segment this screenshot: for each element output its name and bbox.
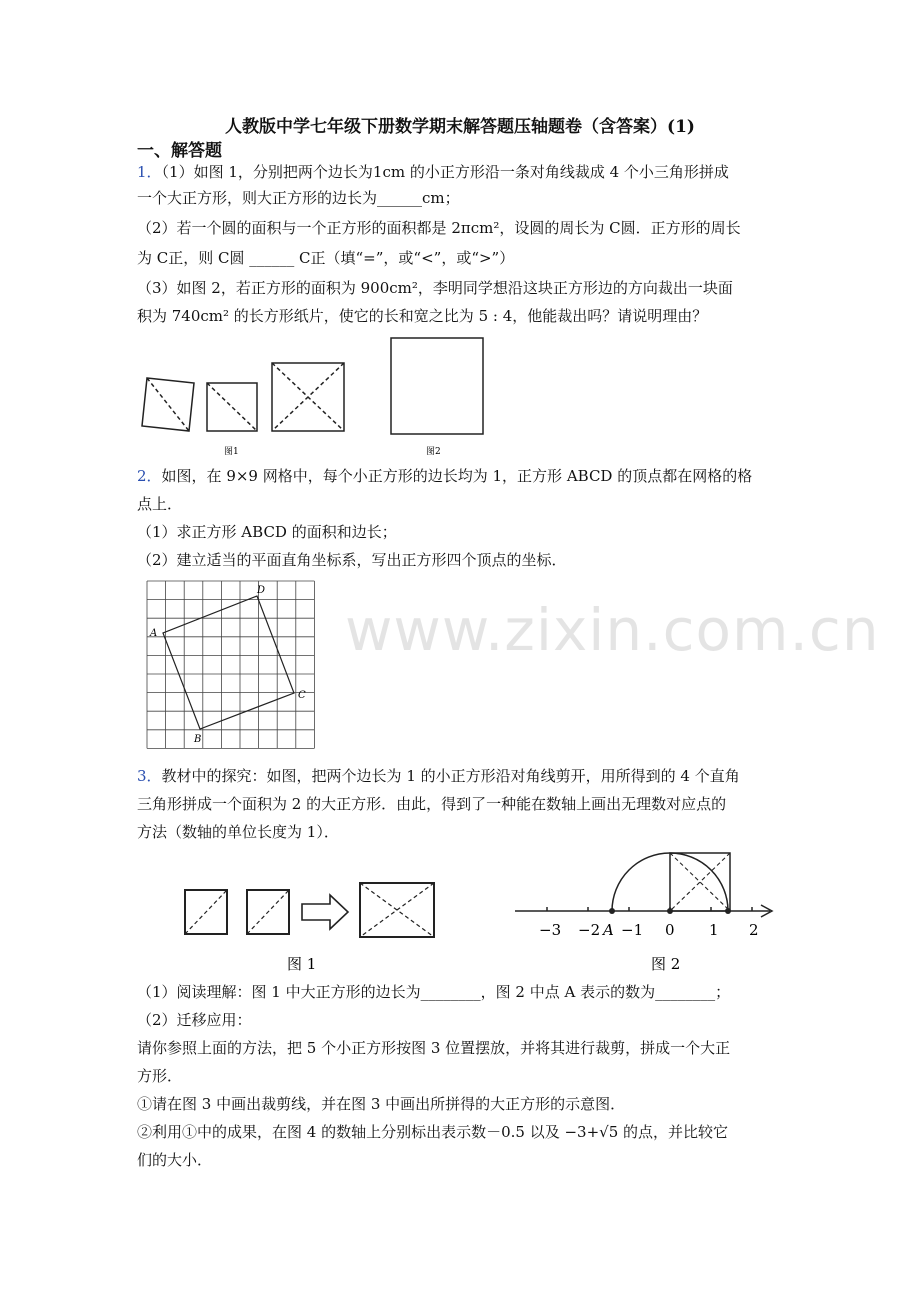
q3-part2-text-1: 请你参照上面的方法，把 5 个小正方形按图 3 位置摆放，并将其进行裁剪，拼成一个大正 (137, 1039, 731, 1057)
q2-line-3: （1）求正方形 ABCD 的面积和边长； (137, 523, 397, 541)
tick-label-neg1: −1 (621, 921, 644, 939)
vertex-label-c: C (298, 690, 306, 701)
q2-text-1: 如图，在 9×9 网格中，每个小正方形的边长均为 1，正方形 ABCD 的顶点都在网格的格 (161, 467, 753, 485)
q2-grid-figure (140, 578, 320, 753)
q3-fig1-label: 图 1 (287, 955, 317, 973)
q1-line-6: 积为 740cm² 的长方形纸片，使它的长和宽之比为 5 : 4，他能裁出吗？请说明理由？ (137, 307, 708, 325)
tick-label-1: 1 (709, 921, 719, 939)
vertex-label-d: D (257, 585, 266, 596)
q3-line-2: 三角形拼成一个面积为 2 的大正方形．由此，得到了一种能在数轴上画出无理数对应点的 (137, 795, 727, 813)
tick-label-neg2: −2 (578, 921, 601, 939)
q3-part2: （2）迁移应用： (137, 1011, 252, 1029)
q3-line-3: 方法（数轴的单位长度为 1）． (137, 823, 339, 841)
q3-figures (175, 845, 785, 975)
q1-line-4: 为 C正，则 C圆 ______ C正（填“=”，或“<”，或“>”） (137, 249, 515, 267)
tick-label-0: 0 (665, 921, 675, 939)
q3-task-2-cont: 们的大小． (137, 1151, 213, 1169)
vertex-label-b: B (194, 734, 202, 745)
q1-fig2-label: 图2 (426, 447, 441, 457)
q1-text-1: （1）如图 1，分别把两个边长为1cm 的小正方形沿一条对角线裁成 4 个小三角形拼成 (161, 163, 729, 181)
q1-figures (137, 330, 497, 460)
q3-task-2: ②利用①中的成果，在图 4 的数轴上分别标出表示数－0.5 以及 −3+√5 的点，并比较它 (137, 1123, 729, 1141)
q2-line-1 (137, 466, 752, 486)
q1-number: 1． (137, 163, 162, 181)
q1-line-3: （2）若一个圆的面积与一个正方形的面积都是 2πcm²，设圆的周长为 C圆．正方形的周长 (137, 219, 741, 237)
point-a-dot (609, 908, 615, 914)
q1-line-1 (137, 162, 729, 182)
tick-label-neg3: −3 (539, 921, 562, 939)
q3-text-1: 教材中的探究：如图，把两个边长为 1 的小正方形沿对角线剪开，用所得到的 4 个直角 (161, 767, 740, 785)
tick-label-a: A (603, 921, 614, 939)
q3-part1: （1）阅读理解：图 1 中大正方形的边长为________，图 2 中点 A 表示的数为________； (137, 983, 731, 1001)
q3-fig1-square-1 (185, 890, 227, 934)
point-root2-dot (725, 908, 731, 914)
axis-tick-labels (539, 921, 759, 939)
q3-fig1-big-square (360, 883, 434, 937)
q1-small-square-1 (142, 378, 194, 431)
q1-line-5: （3）如图 2，若正方形的面积为 900cm²，李明同学想沿这块正方形边的方向裁出一块面 (137, 279, 733, 297)
vertex-label-a: A (150, 628, 158, 639)
q3-fig2-label: 图 2 (651, 955, 681, 973)
q3-part2-text-2: 方形． (137, 1067, 183, 1085)
q1-square-900 (391, 338, 483, 434)
q3-task-1: ①请在图 3 中画出裁剪线，并在图 3 中画出所拼得的大正方形的示意图． (137, 1095, 626, 1113)
q1-small-square-2 (207, 383, 257, 431)
q3-line-1 (137, 766, 740, 786)
tick-label-2: 2 (749, 921, 759, 939)
origin-dot (667, 908, 673, 914)
arrow-icon (302, 895, 348, 929)
q2-number: 2． (137, 467, 162, 485)
q2-line-4: （2）建立适当的平面直角坐标系，写出正方形四个顶点的坐标． (137, 551, 567, 569)
square-abcd (163, 596, 294, 729)
section-heading: 一、解答题 (137, 141, 222, 161)
q3-number: 3． (137, 767, 162, 785)
q1-big-square (272, 363, 344, 431)
q3-fig1-square-2 (247, 890, 289, 934)
document-title: 人教版中学七年级下册数学期末解答题压轴题卷（含答案）(1) (225, 117, 695, 137)
q1-fig1-label: 图1 (224, 447, 239, 457)
q1-line-2: 一个大正方形，则大正方形的边长为______cm； (137, 189, 460, 207)
watermark: www.zixin.com.cn (345, 596, 880, 664)
q2-line-2: 点上． (137, 495, 183, 513)
